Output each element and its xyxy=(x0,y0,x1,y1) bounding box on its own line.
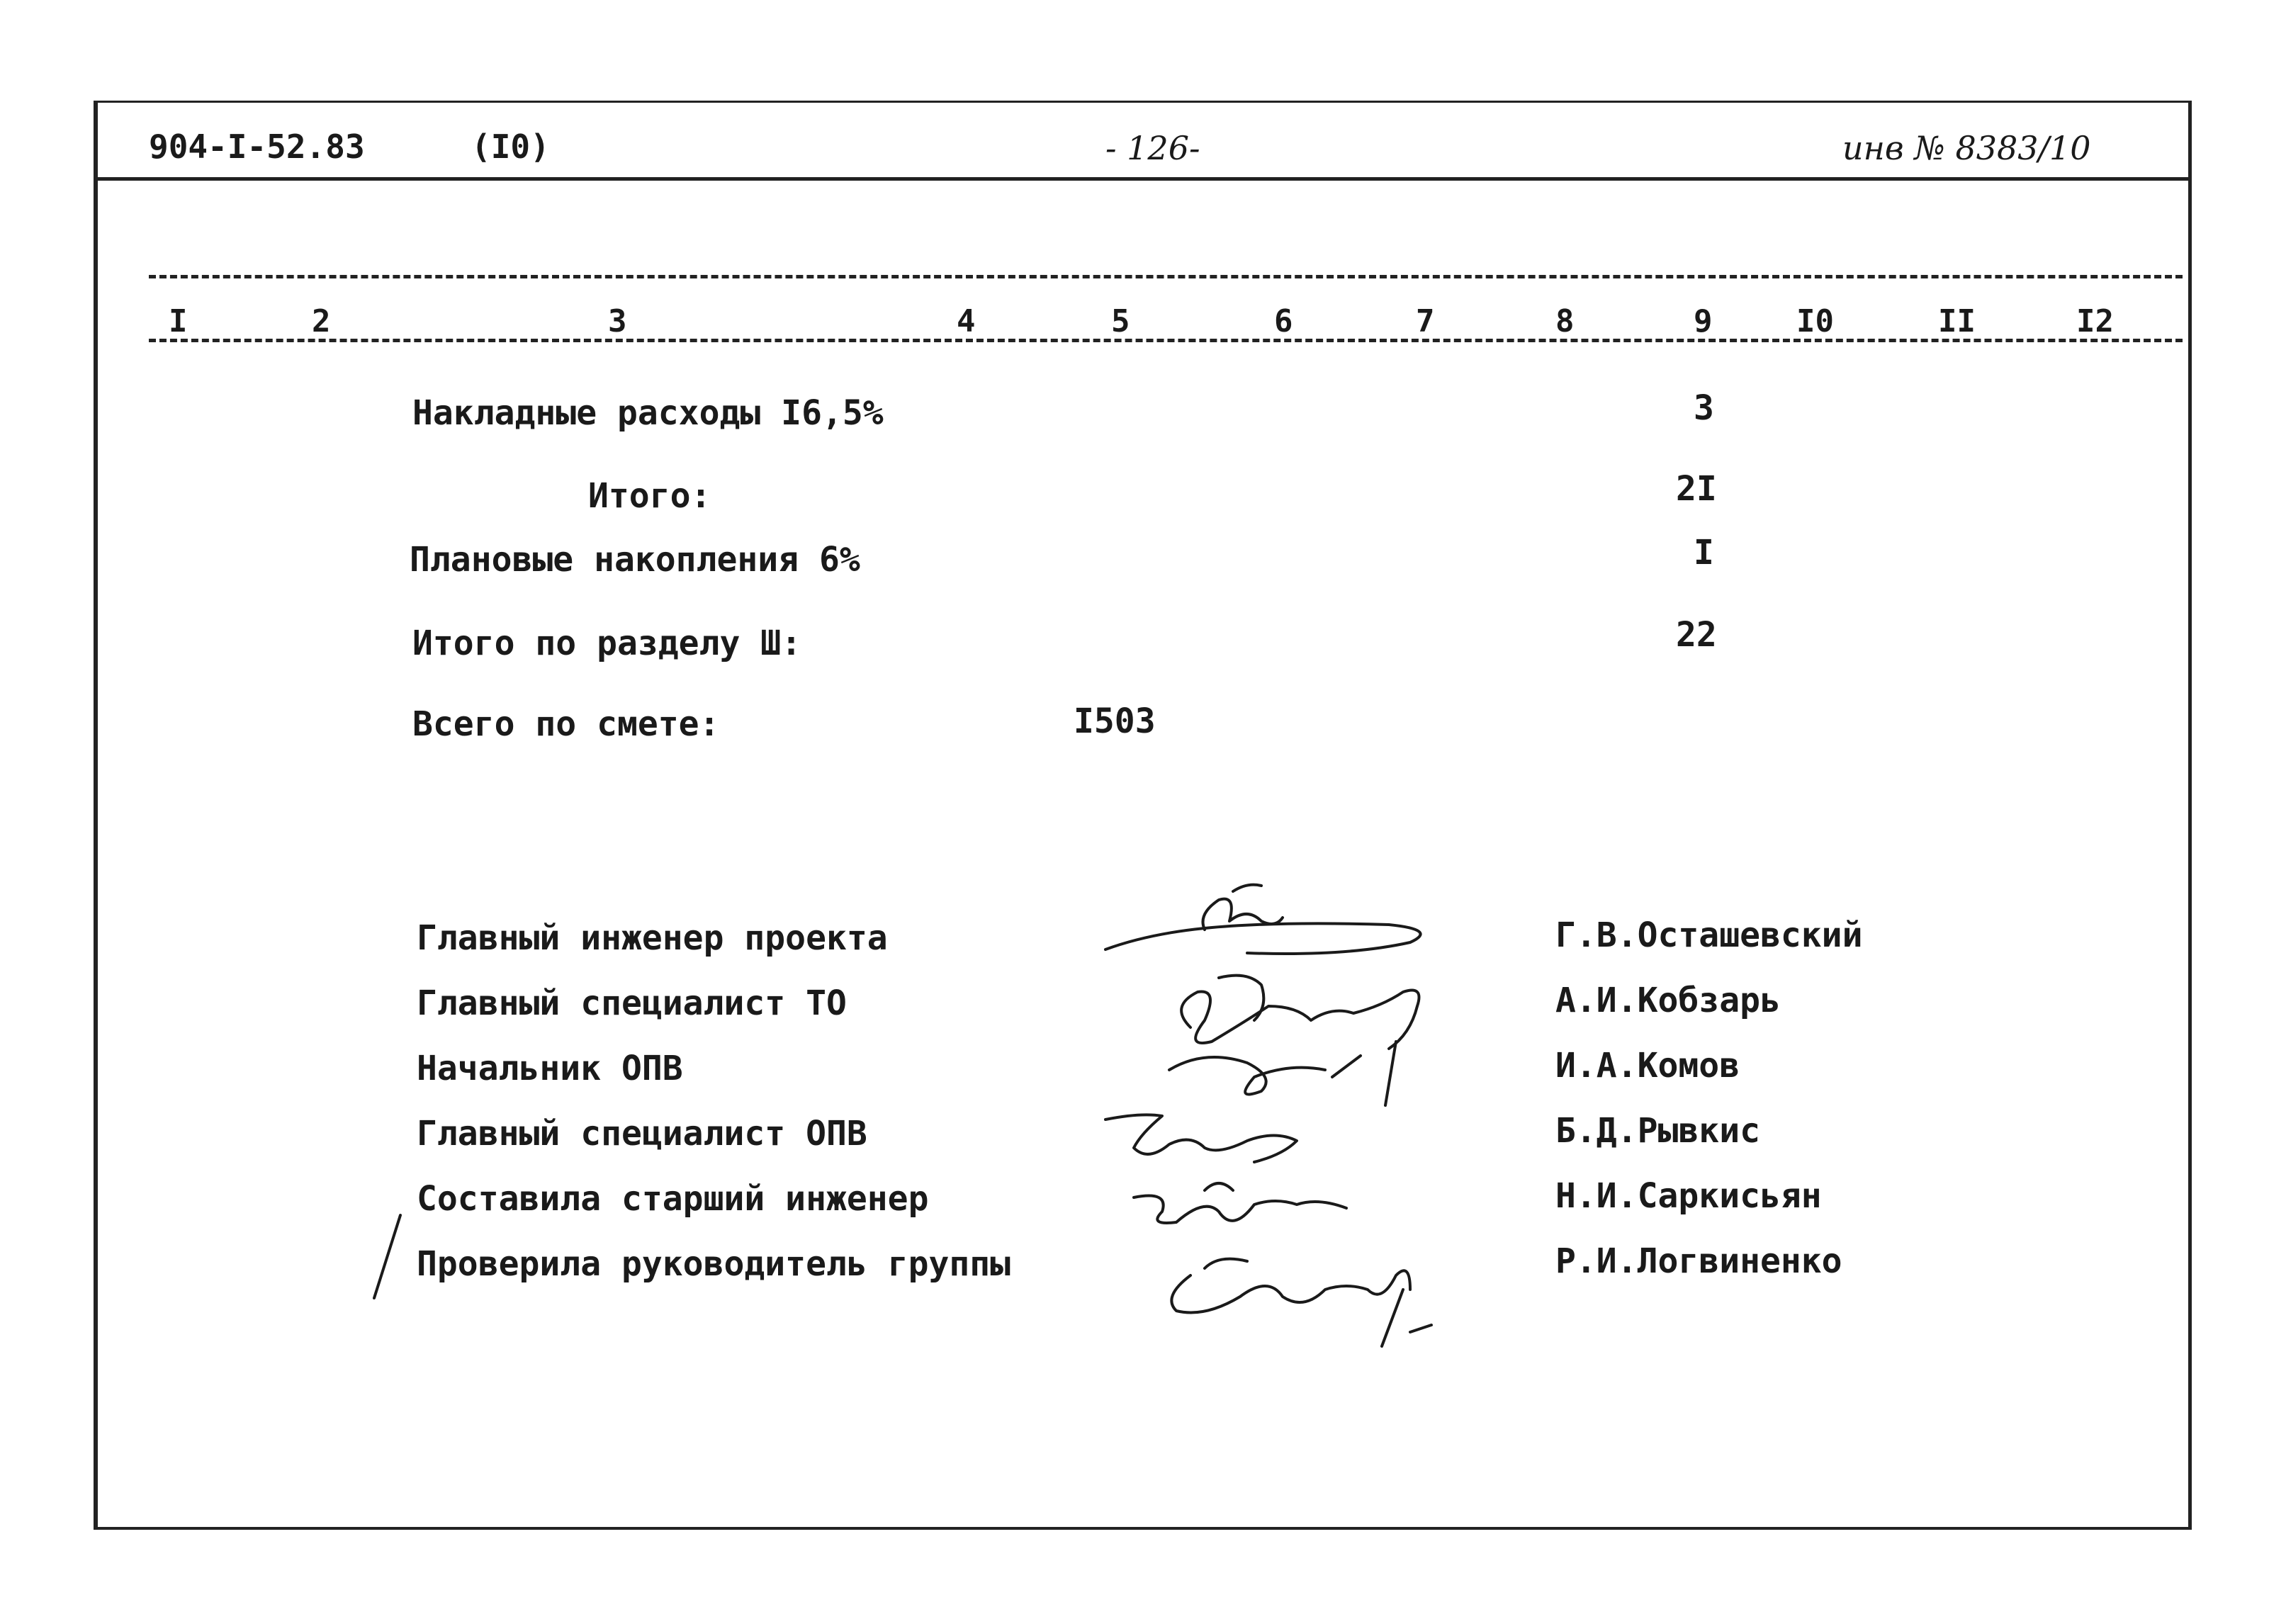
row-value-subtotal: 2I xyxy=(1676,469,1717,509)
column-number-12: I2 xyxy=(2076,303,2114,339)
signature-chief-specialist-to xyxy=(1181,991,1419,1049)
row-label-subtotal: Итого: xyxy=(588,476,711,516)
signature-role-chief-engineer: Главный инженер проекта xyxy=(417,918,888,958)
row-value-section-total: 22 xyxy=(1676,615,1717,655)
column-number-8: 8 xyxy=(1555,303,1575,339)
signature-name-chief-specialist-to: А.И.Кобзарь xyxy=(1555,981,1781,1020)
column-number-6: 6 xyxy=(1274,303,1293,339)
signature-chief-engineer xyxy=(1105,923,1421,954)
page-number: - 126- xyxy=(1105,129,1200,167)
row-value-planned-savings: I xyxy=(1694,533,1714,573)
row-label-estimate-total: Всего по смете: xyxy=(412,704,720,744)
row-value-estimate-total: I503 xyxy=(1074,701,1156,741)
column-number-4: 4 xyxy=(957,303,976,339)
signature-name-head-opv: И.А.Комов xyxy=(1555,1046,1740,1086)
column-number-11: II xyxy=(1938,303,1976,339)
signature-name-chief-specialist-opv: Б.Д.Рывкис xyxy=(1555,1111,1760,1151)
row-label-overhead: Накладные расходы I6,5% xyxy=(412,393,884,433)
column-number-5: 5 xyxy=(1111,303,1130,339)
section-number: (I0) xyxy=(471,128,550,166)
inventory-number: инв № 8383/10 xyxy=(1842,129,2091,167)
signature-name-group-leader: Р.И.Логвиненко xyxy=(1555,1241,1842,1281)
column-number-10: I0 xyxy=(1796,303,1834,339)
signature-role-chief-specialist-to: Главный специалист ТО xyxy=(417,983,847,1023)
row-label-planned-savings: Плановые накопления 6% xyxy=(410,540,860,580)
signature-name-chief-engineer: Г.В.Осташевский xyxy=(1555,915,1863,955)
signature-role-chief-specialist-opv: Главный специалист ОПВ xyxy=(417,1114,867,1154)
signature-senior-engineer xyxy=(1134,1196,1346,1224)
document-code: 904-I-52.83 xyxy=(149,128,365,166)
column-number-2: 2 xyxy=(312,303,331,339)
column-number-1: I xyxy=(169,303,188,339)
signature-group-leader xyxy=(1171,1270,1410,1312)
signature-role-group-leader: Проверила руководитель группы xyxy=(417,1244,1011,1284)
row-value-overhead: 3 xyxy=(1694,388,1714,428)
column-number-3: 3 xyxy=(608,303,627,339)
signature-chief-specialist-opv xyxy=(1105,1115,1297,1162)
signature-head-opv xyxy=(1169,1057,1325,1095)
row-label-section-total: Итого по разделу Ш: xyxy=(412,624,802,663)
column-number-7: 7 xyxy=(1416,303,1435,339)
signature-name-senior-engineer: Н.И.Саркисьян xyxy=(1555,1176,1822,1216)
signature-role-senior-engineer: Составила старший инженер xyxy=(417,1179,929,1219)
margin-check-mark xyxy=(374,1215,400,1298)
column-number-9: 9 xyxy=(1694,303,1713,339)
signature-role-head-opv: Начальник ОПВ xyxy=(417,1049,683,1088)
